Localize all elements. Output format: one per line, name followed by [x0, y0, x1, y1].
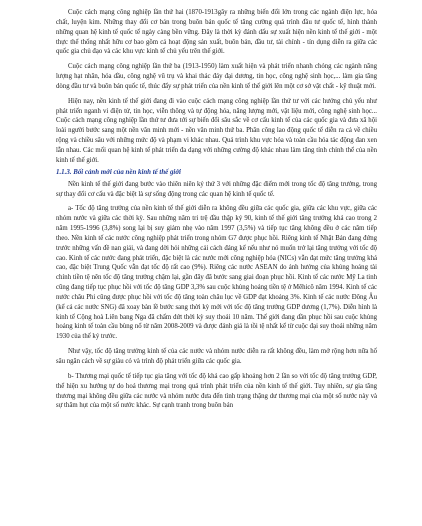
paragraph-industrial-revolution-2: Cuộc cách mạng công nghiệp lần thứ hai (1870-1913gây ra những biến đổi lớn trong các ngành điện lực, hóa chất, luyện kim. Những thay đổi cơ bản trong buôn bán quốc tế tăng cường quá trình đầu tư quốc tế, hình thành những quan hệ kinh tế quốc tế ngày càng bền vững. Đây là thời kỳ đánh dấu sự xuất hiện nền kinh tế thế giới - một thực thể thống nhất hữu cơ bao gồm cả hoạt động sản xuất, buôn bán, đầu tư, tài chính - tín dụng diễn ra giữa các quốc gia chủ đạo và các khu vực kinh tế chủ yếu trên thế giới. — [56, 9, 377, 56]
paragraph-international-trade: b- Thương mại quốc tế tiếp tục gia tăng với tốc độ khá cao gấp khoảng hơn 2 lần so với tốc độ tăng trưởng GDP, thể hiện xu hướng tự do hoá thương mại trong quá trình phát triển của nền kinh tế thế giới. Tuy nhiên, sự gia tăng thương mại không đều giữa các nước và nhóm nước đưa đến tình trạng thặng dư thương mại của một số nước này và sự thâm hụt của một số nước khác. Sự cạnh tranh trong buôn bán — [56, 372, 377, 410]
paragraph-industrial-revolution-3: Cuộc cách mạng công nghiệp lần thứ ba (1913-1950) làm xuất hiện và phát triển nhanh chóng các ngành năng lượng hạt nhân, hóa dầu, công nghệ vũ trụ và khai thác đáy đại dương, tin học, công nghệ sinh học,... làm gia tăng dòng đầu tư và buôn bán quốc tế, thúc đẩy sự phát triển của nền kinh tế thế giới lên một cơ sở vật chất - kỹ thuật mới. — [56, 63, 377, 90]
paragraph-industrial-revolution-4: Hiện nay, nền kinh tế thế giới đang đi vào cuộc cách mạng công nghiệp lần thứ tư với các hướng chủ yếu như phát triển nganh vi điện tử, tin học, viễn thông và tự động hóa, năng lượng mới, vật liệu mới, công nghệ sinh học... Cuộc cách mạng công nghiệp lần thứ tư đưa tới sự biến đổi sâu sắc về cơ cấu kinh tế của các quốc gia và đưa xã hội loài người bước sang một nền văn minh mới - nền văn minh thứ ba. Phân công lao động quốc tế diễn ra cả về chiều rộng và chiều sâu với những mức độ và phạm vi khác nhau. Quá trình khu vực hóa và toàn cầu hóa tác động đan xen lẫn nhau. Các mối quan hệ kinh tế phát triển đa dạng với những cường độ khác nhau làm tăng tính chỉnh thể của nền kinh tế thế giới. — [56, 97, 377, 164]
paragraph-uneven-growth: Như vậy, tốc độ tăng trưởng kinh tế của các nước và nhóm nước diễn ra rất không đều, làm mở rộng hơn nữa hố sâu ngăn cách về sự giàu có và trình độ phát triển giữa các quốc gia. — [56, 348, 377, 365]
paragraph-growth-rate: a- Tốc độ tăng trưởng của nền kinh tế thế giới diễn ra không đều giữa các quốc gia, giữa các khu vực, giữa các nhóm nước và giữa các thời kỳ. Sau những năm tri trệ đầu thập kỷ 90, kinh tế thế giới tăng trưởng khá cao trong 2 năm 1995-1996 (3,8%) song lại bị suy giảm nhẹ vào năm 1997 (3,5%) và tiếp tục tăng không đều ở các năm tiếp theo. Nền kinh tế các nước công nghiệp phát triển trong nhóm G7 được phục hồi. Riêng kinh tế Nhật Bản đang đứng trước những vấn đề nan giải, và đang dời hỏi những cải cách đáng kể nếu như nó muốn trở lại tăng trưởng với tốc độ cao. Kinh tế các nước đang phát triển, đặc biệt là các nước mới công nghiệp hóa (NICs) vẫn đạt mức tăng trưởng khá cao, đặc biệt Trung Quốc vẫn đạt tốc độ rất cao (9%). Riêng các nước ASEAN do ảnh hưởng của khủng hoảng tài chính tiền tệ nên tốc độ tăng trưởng chậm lại, gần đây đã bước sang giai đoạn phục hồi. Kinh tế các nước Mỹ La tinh cũng đang tiếp tục phục hồi với tốc độ tăng GDP 3,3% sau cuộc khủng hoảng tiền tệ ở Mêhicô năm 1994. Kinh tế các nước châu Phi cũng được phục hồi với tốc độ tăng toàn châu lục về GDP đạt khoảng 3%. Kinh tế các nước Đông Âu (kể cả các nước SNG) đã xoay bàn lề bước sang thời kỳ mới với tốc độ tăng trưởng GDP dương (1,7%). Diễn hình là kinh tế Cộng hoà Liên bang Nga đã chấm dứt thời kỳ suy thoái 10 năm. Thế giới đang dần phục hồi sau cuộc khủng hoảng kinh tế toàn cầu bùng nổ từ năm 2008-2009 và được đánh giá là tồi tệ nhất kể từ cuộc đại suy thoái những năm 1930 của thế kỷ trước. — [56, 205, 377, 341]
paragraph-intro: Nền kinh tế thế giới đang bước vào thiên niên kỷ thứ 3 với những đặc điểm mới trong tốc độ tăng trưởng, trong sự thay đổi cơ cấu và đặc biệt là sự sống động trong các quan hệ kinh tế quốc tế. — [56, 180, 377, 198]
section-heading: 1.1.3. Bối cảnh mới của nền kinh tế thế giới — [56, 168, 181, 176]
